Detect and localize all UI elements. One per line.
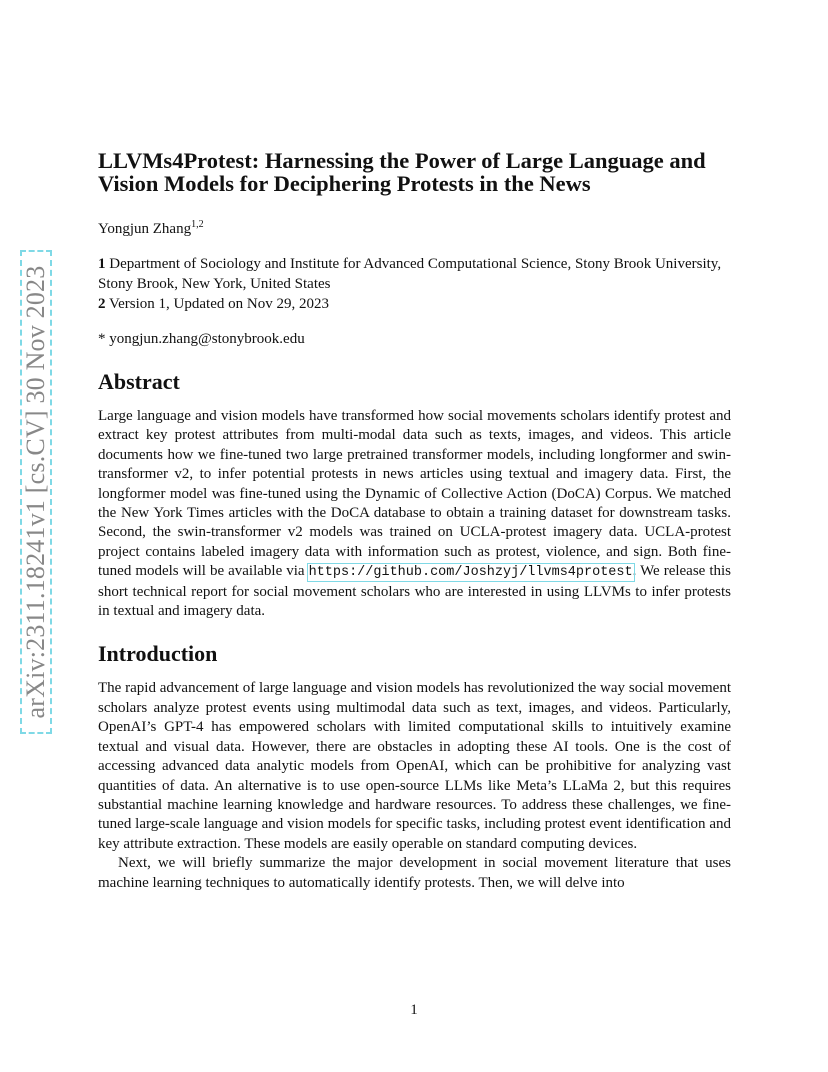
author-name: Yongjun Zhang: [98, 221, 192, 237]
introduction-paragraph: Next, we will briefly summarize the major development in social movement literature that uses machine learning techniques to automatically identify protests. Then, we will delve into: [98, 855, 731, 891]
abstract-text: [98, 407, 731, 621]
github-link[interactable]: https://github.com/Joshzyj/llvms4protest: [308, 565, 633, 581]
introduction-paragraph: The rapid advancement of large language and vision models has revolutionized the way social movement scholars analyze protest events using multimodal data such as text, images, and videos. Particularly, OpenAI’s GPT-4 has empowered scholars with limited computational skills to intuitively examine textual and visual data. However, there are obstacles in adopting these AI tools. One is the cost of accessing advanced data analytic models from OpenAI, which can be prohibitive for analyzing vast quantities of data. An alternative is to use open-source LLMs like Meta’s LLaMa 2, but this requires substantial machine learning knowledge and hardware resources. To address these challenges, we fine-tuned large-scale language and vision models for specific tasks, including protest event identification and key attribute extraction. These models are easily operable on standard computing devices.: [98, 680, 731, 852]
arxiv-stamp: [20, 250, 52, 734]
abstract-heading: Abstract: [98, 369, 180, 394]
arxiv-id: arXiv:2311.18241v1 [cs.CV] 30 Nov 2023: [21, 265, 50, 719]
paper-page: [98, 150, 731, 893]
affiliation-number: 1: [98, 256, 106, 272]
affiliation-number: 2: [98, 296, 106, 312]
author-line: [98, 215, 731, 239]
affiliation-item: [98, 294, 731, 314]
affiliations: [98, 254, 731, 314]
abstract-text-after-link: . We release this short technical report for social movement scholars who are interested in using LLVMs to infer protests in textual and imagery data.: [98, 563, 731, 620]
introduction-heading: Introduction: [98, 641, 218, 667]
page-number: 1: [410, 1002, 418, 1018]
corresponding-email: * yongjun.zhang@stonybrook.edu: [98, 331, 305, 347]
affiliation-item: [98, 254, 731, 294]
affiliation-text: Version 1, Updated on Nov 29, 2023: [108, 296, 329, 312]
affiliation-text: Department of Sociology and Institute for Advanced Computational Science, Stony Brook University, Stony Brook, New York, United States: [98, 256, 722, 292]
author-affiliation-marks: 1,2: [191, 219, 204, 230]
paper-title: LLVMs4Protest: Harnessing the Power of Large Language and Vision Models for Deciphering Protests in the News: [98, 148, 706, 196]
abstract-text-before-link: Large language and vision models have transformed how social movements scholars identify protest and extract key protest attributes from multi-modal data such as texts, images, and videos. This article documents how we fine-tuned two large pretrained transformer models, including longformer and swin-transformer v2, to infer potential protests in news articles using textual and imagery data. First, the longformer model was fine-tuned using the Dynamic of Collective Action (DoCA) Corpus. We matched the New York Times articles with the DoCA database to obtain a training dataset for downstream tasks. Second, the swin-transformer v2 models was trained on UCLA-protest imagery data. UCLA-protest project contains labeled imagery data with information such as protest, violence, and sign. Both fine-tuned models will be available via: [98, 408, 731, 580]
